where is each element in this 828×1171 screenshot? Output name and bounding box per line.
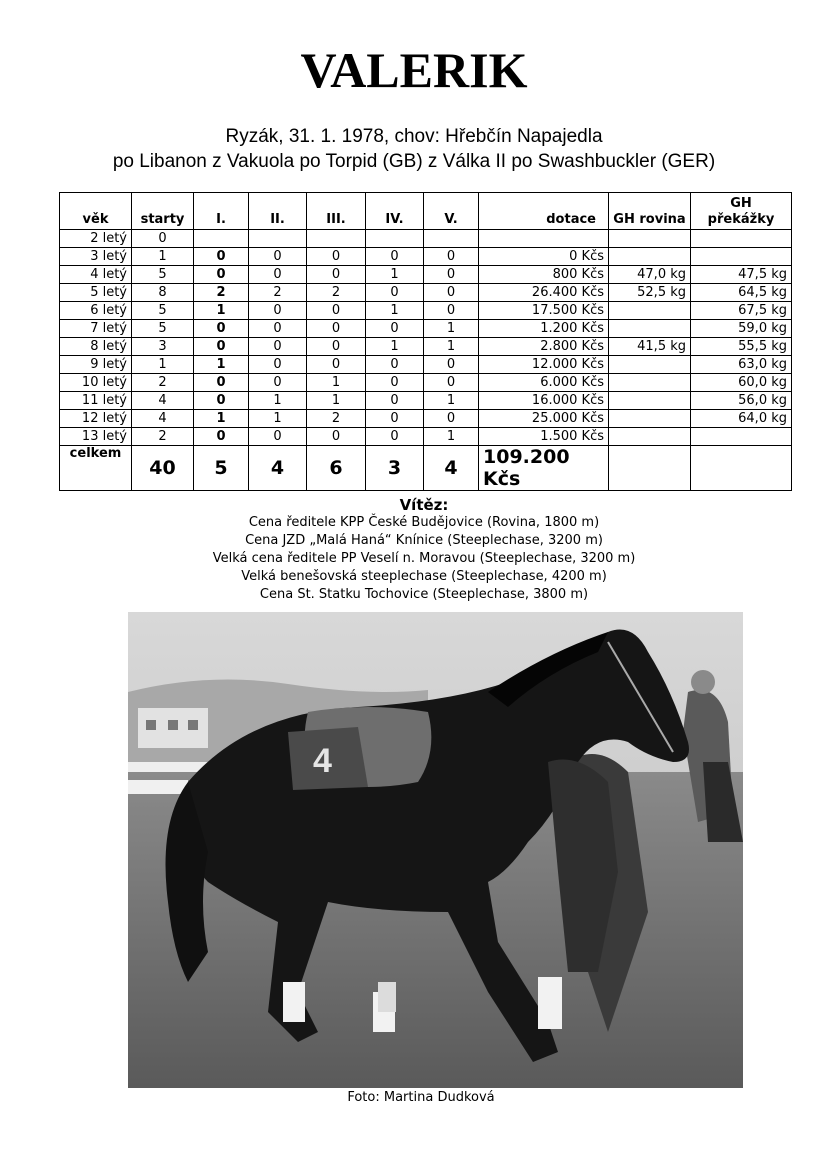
cell-starts: 3	[132, 338, 194, 356]
cell-gh-jumps	[691, 230, 792, 248]
cell-second: 0	[249, 302, 307, 320]
cell-first: 0	[194, 392, 249, 410]
cell-age: 9 letý	[60, 356, 132, 374]
cell-first: 0	[194, 374, 249, 392]
cell-age: 2 letý	[60, 230, 132, 248]
cell-age: 4 letý	[60, 266, 132, 284]
cell-third: 0	[307, 266, 366, 284]
cell-gh-flat	[609, 320, 691, 338]
cell-starts: 2	[132, 374, 194, 392]
cell-first: 1	[194, 356, 249, 374]
cell-prize-money: 2.800 Kčs	[479, 338, 609, 356]
cell-third: 1	[307, 392, 366, 410]
cell-starts: 4	[132, 392, 194, 410]
cell-fourth: 0	[366, 320, 424, 338]
race-statistics-table	[59, 192, 792, 491]
col-header-age: věk	[60, 193, 132, 230]
cell-gh-jumps: 59,0 kg	[691, 320, 792, 338]
cell-gh-flat	[609, 410, 691, 428]
winner-list	[0, 496, 828, 604]
cell-fifth: 0	[424, 374, 479, 392]
cell-third: 0	[307, 338, 366, 356]
cell-age: 6 letý	[60, 302, 132, 320]
col-header-third: III.	[307, 193, 366, 230]
cell-third: 2	[307, 410, 366, 428]
cell-fifth: 1	[424, 338, 479, 356]
cell-first: 0	[194, 248, 249, 266]
cell-third	[307, 230, 366, 248]
total-gh-jumps	[691, 446, 792, 491]
cell-gh-flat	[609, 356, 691, 374]
cell-gh-flat: 41,5 kg	[609, 338, 691, 356]
cell-fifth: 0	[424, 248, 479, 266]
cell-second	[249, 230, 307, 248]
winner-item: Velká benešovská steeplechase (Steeplechase, 4200 m)	[241, 569, 607, 584]
cell-third: 0	[307, 428, 366, 446]
cell-starts: 2	[132, 428, 194, 446]
cell-prize-money: 17.500 Kčs	[479, 302, 609, 320]
cell-third: 2	[307, 284, 366, 302]
cell-first: 0	[194, 266, 249, 284]
cell-gh-jumps: 63,0 kg	[691, 356, 792, 374]
table-row	[60, 320, 792, 338]
cell-starts: 1	[132, 356, 194, 374]
cell-gh-jumps: 47,5 kg	[691, 266, 792, 284]
cell-fifth: 0	[424, 302, 479, 320]
total-third: 6	[307, 446, 366, 491]
total-prize-money: 109.200 Kčs	[479, 446, 609, 491]
photo-caption: Foto: Martina Dudková	[347, 1090, 495, 1105]
cell-gh-jumps	[691, 248, 792, 266]
table-row	[60, 392, 792, 410]
cell-prize-money: 25.000 Kčs	[479, 410, 609, 428]
cell-fifth: 1	[424, 320, 479, 338]
cell-gh-flat	[609, 392, 691, 410]
cell-prize-money: 12.000 Kčs	[479, 356, 609, 374]
cell-third: 0	[307, 302, 366, 320]
total-second: 4	[249, 446, 307, 491]
cell-starts: 5	[132, 266, 194, 284]
cell-fifth: 0	[424, 410, 479, 428]
cell-prize-money: 800 Kčs	[479, 266, 609, 284]
table-row	[60, 428, 792, 446]
cell-age: 5 letý	[60, 284, 132, 302]
cell-prize-money: 0 Kčs	[479, 248, 609, 266]
cell-prize-money: 6.000 Kčs	[479, 374, 609, 392]
horse-photo	[128, 612, 743, 1088]
cell-prize-money	[479, 230, 609, 248]
cell-fourth: 0	[366, 410, 424, 428]
cell-gh-jumps: 56,0 kg	[691, 392, 792, 410]
cell-third: 0	[307, 248, 366, 266]
table-row	[60, 266, 792, 284]
table-row	[60, 374, 792, 392]
cell-age: 12 letý	[60, 410, 132, 428]
cell-fifth: 0	[424, 266, 479, 284]
winner-item: Cena St. Statku Tochovice (Steeplechase, 3800 m)	[259, 587, 589, 602]
total-gh-flat	[609, 446, 691, 491]
cell-fourth: 0	[366, 428, 424, 446]
cell-gh-flat: 47,0 kg	[609, 266, 691, 284]
cell-prize-money: 1.200 Kčs	[479, 320, 609, 338]
col-header-fifth: V.	[424, 193, 479, 230]
cell-gh-flat	[609, 248, 691, 266]
cell-fourth: 0	[366, 356, 424, 374]
cell-starts: 5	[132, 320, 194, 338]
horse-pedigree: po Libanon z Vakuola po Torpid (GB) z Válka II po Swashbuckler (GER)	[112, 151, 716, 172]
winner-item: Cena JZD „Malá Haná“ Knínice (Steeplechase, 3200 m)	[245, 533, 603, 548]
cell-fourth	[366, 230, 424, 248]
total-starts: 40	[132, 446, 194, 491]
col-header-starts: starty	[132, 193, 194, 230]
table-row	[60, 410, 792, 428]
cell-first: 1	[194, 302, 249, 320]
cell-age: 13 letý	[60, 428, 132, 446]
cell-starts: 4	[132, 410, 194, 428]
col-header-fourth: IV.	[366, 193, 424, 230]
cell-fourth: 0	[366, 392, 424, 410]
cell-age: 11 letý	[60, 392, 132, 410]
cell-gh-jumps: 64,5 kg	[691, 284, 792, 302]
cell-prize-money: 16.000 Kčs	[479, 392, 609, 410]
cell-first: 1	[194, 410, 249, 428]
cell-gh-flat	[609, 374, 691, 392]
cell-starts: 8	[132, 284, 194, 302]
cell-age: 10 letý	[60, 374, 132, 392]
cell-fifth: 0	[424, 356, 479, 374]
table-row	[60, 356, 792, 374]
cell-fourth: 0	[366, 374, 424, 392]
cell-second: 0	[249, 356, 307, 374]
cell-starts: 5	[132, 302, 194, 320]
cell-first	[194, 230, 249, 248]
cell-gh-jumps: 55,5 kg	[691, 338, 792, 356]
col-header-prize-money: dotace	[479, 193, 609, 230]
table-row	[60, 230, 792, 248]
total-fifth: 4	[424, 446, 479, 491]
table-row	[60, 338, 792, 356]
cell-second: 0	[249, 320, 307, 338]
cell-fifth: 1	[424, 392, 479, 410]
cell-gh-flat: 52,5 kg	[609, 284, 691, 302]
winner-item: Cena ředitele KPP České Budějovice (Rovina, 1800 m)	[248, 515, 600, 530]
cell-first: 0	[194, 338, 249, 356]
cell-third: 1	[307, 374, 366, 392]
cell-first: 2	[194, 284, 249, 302]
cell-first: 0	[194, 320, 249, 338]
cell-gh-flat	[609, 302, 691, 320]
horse-photo-illustration	[128, 612, 743, 1088]
cell-fourth: 0	[366, 248, 424, 266]
cell-age: 8 letý	[60, 338, 132, 356]
cell-second: 2	[249, 284, 307, 302]
saddlecloth-number-graphic: 4	[313, 742, 332, 780]
cell-fourth: 1	[366, 302, 424, 320]
total-fourth: 3	[366, 446, 424, 491]
cell-fifth: 1	[424, 428, 479, 446]
cell-second: 0	[249, 338, 307, 356]
cell-fourth: 0	[366, 284, 424, 302]
cell-second: 1	[249, 410, 307, 428]
cell-third: 0	[307, 320, 366, 338]
cell-gh-jumps: 64,0 kg	[691, 410, 792, 428]
cell-gh-jumps: 60,0 kg	[691, 374, 792, 392]
cell-gh-flat	[609, 230, 691, 248]
col-header-gh-jumps: GH překážky	[691, 193, 792, 230]
col-header-second: II.	[249, 193, 307, 230]
cell-gh-jumps: 67,5 kg	[691, 302, 792, 320]
winner-item: Velká cena ředitele PP Veselí n. Moravou (Steeplechase, 3200 m)	[212, 551, 636, 566]
cell-gh-flat	[609, 428, 691, 446]
winner-heading: Vítěz:	[399, 496, 449, 514]
col-header-first: I.	[194, 193, 249, 230]
cell-first: 0	[194, 428, 249, 446]
col-header-gh-flat: GH rovina	[609, 193, 691, 230]
table-total-row	[60, 446, 792, 491]
table-row	[60, 248, 792, 266]
cell-second: 0	[249, 248, 307, 266]
table-row	[60, 302, 792, 320]
cell-second: 1	[249, 392, 307, 410]
total-label: celkem	[60, 446, 132, 491]
cell-fifth: 0	[424, 284, 479, 302]
page-title: VALERIK	[300, 42, 528, 98]
cell-fourth: 1	[366, 338, 424, 356]
cell-fifth	[424, 230, 479, 248]
cell-third: 0	[307, 356, 366, 374]
cell-prize-money: 26.400 Kčs	[479, 284, 609, 302]
cell-fourth: 1	[366, 266, 424, 284]
cell-starts: 1	[132, 248, 194, 266]
cell-starts: 0	[132, 230, 194, 248]
cell-second: 0	[249, 428, 307, 446]
table-row	[60, 284, 792, 302]
total-first: 5	[194, 446, 249, 491]
cell-age: 7 letý	[60, 320, 132, 338]
cell-second: 0	[249, 266, 307, 284]
table-header-row	[60, 193, 792, 230]
cell-prize-money: 1.500 Kčs	[479, 428, 609, 446]
horse-birth-breeder: Ryzák, 31. 1. 1978, chov: Hřebčín Napajedla	[225, 126, 603, 147]
cell-second: 0	[249, 374, 307, 392]
cell-gh-jumps	[691, 428, 792, 446]
cell-age: 3 letý	[60, 248, 132, 266]
